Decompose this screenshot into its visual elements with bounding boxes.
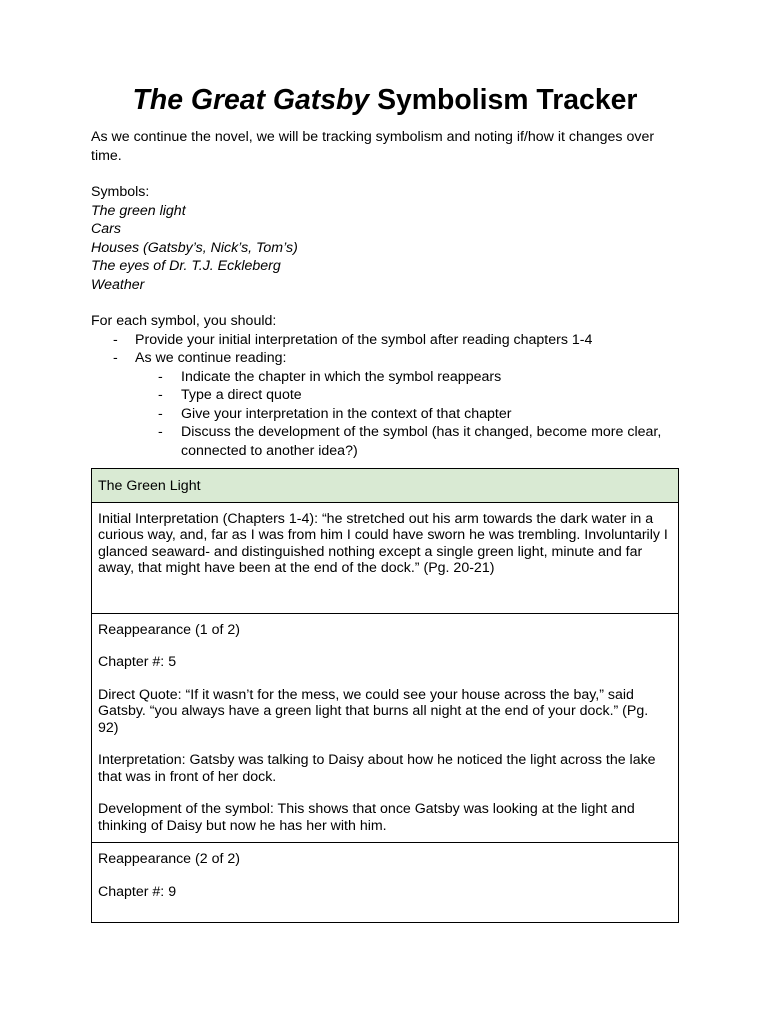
- sub-instructions-list: [91, 368, 679, 461]
- sub-instruction-item: - Discuss the development of the symbol (has it changed, become more clear, connected to another idea?): [91, 423, 679, 460]
- reappearance-1-cell: [92, 613, 679, 843]
- chapter-number: Chapter #: 5: [98, 654, 177, 670]
- title-suffix: Symbolism Tracker: [369, 84, 638, 116]
- table-row: [92, 843, 679, 923]
- sub-instruction-item: - Give your interpretation in the context of that chapter: [91, 405, 679, 424]
- reappearance-label: Reappearance (2 of 2): [98, 851, 240, 867]
- chapter-number: Chapter #: 9: [98, 883, 177, 900]
- symbol-item: Weather: [91, 276, 145, 293]
- reappearance-label: Reappearance (1 of 2): [98, 621, 240, 638]
- tracker-header-cell: The Green Light: [92, 469, 679, 503]
- instruction-item: - Provide your initial interpretation of the symbol after reading chapters 1-4: [91, 331, 679, 350]
- document-body: [91, 84, 679, 460]
- instruction-item: - As we continue reading:: [91, 349, 679, 368]
- symbols-list: [91, 202, 679, 295]
- instructions-list: [91, 331, 679, 368]
- reappearance-2-cell: [92, 843, 679, 923]
- instructions-label: For each symbol, you should:: [91, 313, 277, 329]
- table-row: [92, 502, 679, 613]
- direct-quote: Direct Quote: “If it wasn’t for the mess, we could see your house across the bay,” said Gatsby. “you always have a green light that burns all night at the end of your dock.” (Pg. 92): [98, 686, 649, 736]
- symbol-item: The green light: [91, 202, 186, 219]
- page-title: [91, 84, 679, 116]
- green-light-tracker-table: [91, 468, 679, 923]
- interpretation: Interpretation: Gatsby was talking to Daisy about how he noticed the light across the lake that was in front of her dock.: [98, 752, 656, 785]
- symbol-item: Houses (Gatsby’s, Nick’s, Tom’s): [91, 239, 298, 256]
- symbol-development: Development of the symbol: This shows that once Gatsby was looking at the light and thinking of Daisy but now he has her with him.: [98, 801, 635, 834]
- table-row: [92, 469, 679, 503]
- table-row: [92, 613, 679, 843]
- initial-interpretation-cell: Initial Interpretation (Chapters 1-4): “he stretched out his arm towards the dark water in a curious way, and, far as I was from him I could have sworn he was trembling. Involuntarily I glanced seaward- and distinguished nothing except a single green light, minute and far away, that might have been at the end of the dock.” (Pg. 20-21): [92, 502, 679, 613]
- symbols-label: Symbols:: [91, 184, 150, 200]
- symbol-item: Cars: [91, 221, 121, 237]
- sub-instruction-item: - Indicate the chapter in which the symbol reappears: [91, 368, 679, 387]
- symbol-item: The eyes of Dr. T.J. Eckleberg: [91, 258, 281, 274]
- title-book-name: The Great Gatsby: [132, 84, 370, 116]
- sub-instruction-item: - Type a direct quote: [91, 386, 679, 405]
- intro-paragraph: As we continue the novel, we will be tracking symbolism and noting if/how it changes over time.: [91, 129, 655, 164]
